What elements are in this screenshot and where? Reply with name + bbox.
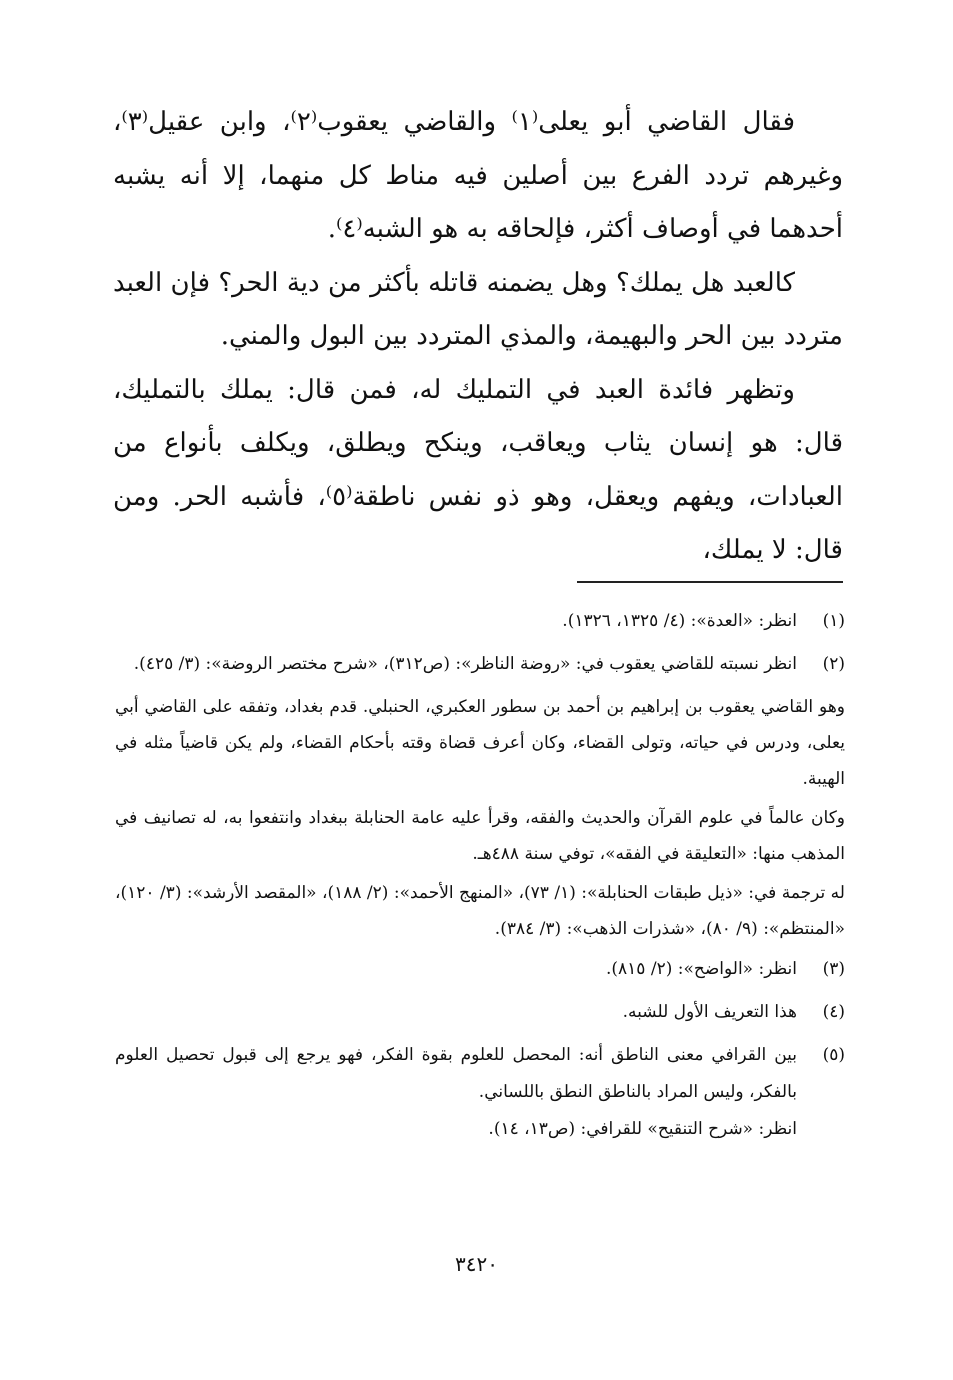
footnote-text: انظر: «العدة»: (٤/ ١٣٢٥، ١٣٢٦).	[562, 611, 797, 631]
footnote-text: هذا التعريف الأول للشبه.	[622, 1002, 797, 1022]
footnote-extra-text: وهو القاضي يعقوب بن إبراهيم بن أحمد بن سطور العكبري، الحنبلي. قدم بغداد، وتفقه على القاضي أبي يعلى، ودرس في حياته، وتولى القضاء، وكان أعرف قضاة وقته بأحكام القضاء، ولم يكن قاضياً مثله في الهيبة.	[115, 697, 845, 789]
footnote-extra-text: وكان عالماً في علوم القرآن والحديث والفقه، وقرأ عليه عامة الحنابلة ببغداد وانتفعوا به، له تصانيف في المذهب منها: «التعليقة في الفقه»، توفي سنة ٤٨٨هـ.	[115, 808, 845, 864]
paragraph-1: فقال القاضي أبو يعلى⁽١⁾ والقاضي يعقوب⁽٢⁾، وابن عقيل⁽٣⁾، وغيرهم تردد الفرع بين أصلين فيه مناط كل منهما، إلا أنه يشبه أحدهما في أوصاف أكثر، فإلحاقه به هو الشبه⁽٤⁾.	[113, 107, 844, 244]
main-text	[113, 96, 843, 578]
footnote-1	[115, 603, 845, 640]
paragraph-2: كالعبد هل يملك؟ وهل يضمنه قاتله بأكثر من دية الحر؟ فإن العبد متردد بين الحر والبهيمة، والمذي المتردد بين البول والمني.	[113, 267, 843, 351]
footnote-text: انظر نسبته للقاضي يعقوب في: «روضة الناظر»: (ص٣١٢)، «شرح مختصر الروضة»: (٣/ ٤٢٥).	[133, 654, 797, 674]
footnote-divider	[577, 581, 843, 583]
footnote-number: (٢)	[822, 654, 845, 674]
footnote-extra-text: انظر: «شرح التنقيح» للقرافي: (ص١٣، ١٤).	[488, 1119, 797, 1139]
page-number: ٣٤٢٠	[455, 1252, 498, 1276]
footnote-4	[115, 994, 845, 1031]
footnote-5	[115, 1037, 845, 1148]
footnote-text: انظر: «الواضح»: (٢/ ٨١٥).	[605, 959, 797, 979]
footnote-number: (٤)	[822, 1002, 845, 1022]
paragraph-3: وتظهر فائدة العبد في التمليك له، فمن قال: يملك بالتمليك، قال: هو إنسان يثاب ويعاقب، وينكح ويطلق، ويكلف بأنواع من العبادات، ويفهم ويعقل، وهو ذو نفس ناطقة⁽٥⁾، فأشبه الحر. ومن قال: لا يملك،	[113, 374, 843, 565]
footnote-2-continuation	[115, 689, 845, 947]
footnote-2	[115, 646, 845, 683]
footnote-extra-text: له ترجمة في: «ذيل طبقات الحنابلة»: (١/ ٧٣)، «المنهج الأحمد»: (٢/ ١٨٨)، «المقصد الأرشد»: (٣/ ١٢٠)، «المنتظم»: (٩/ ٨٠)، «شذرات الذهب»: (٣/ ٣٨٤).	[115, 883, 845, 939]
footnote-number: (٥)	[822, 1045, 845, 1065]
footnote-number: (٣)	[822, 959, 845, 979]
footnote-3	[115, 951, 845, 988]
footnote-number: (١)	[822, 611, 845, 631]
footnote-text: بين القرافي معنى الناطق أنه: المحصل للعلوم بقوة الفكر، فهو يرجع إلى قبول تحصيل العلوم بالفكر، وليس المراد بالناطق النطق باللساني.	[115, 1045, 797, 1102]
footnotes	[115, 603, 845, 1154]
